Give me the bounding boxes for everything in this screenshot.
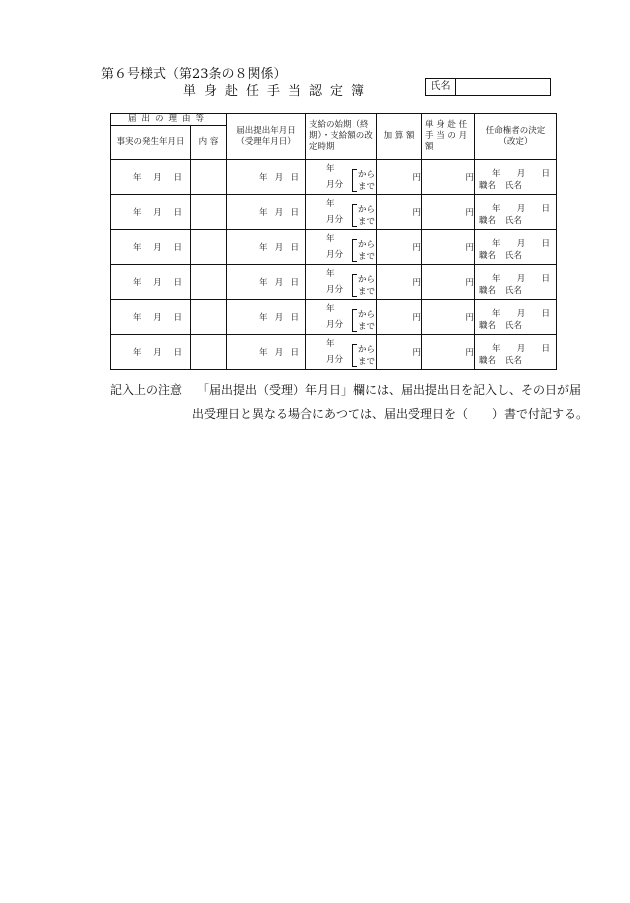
year-label: 年 xyxy=(259,208,268,218)
certification-ledger-table xyxy=(110,113,557,370)
year-label: 年 xyxy=(259,348,268,358)
day-label: 日 xyxy=(173,278,182,288)
yen-label: 円 xyxy=(465,348,475,358)
day-label: 日 xyxy=(173,348,182,358)
payment-start-cell[interactable] xyxy=(306,335,377,370)
day-label: 日 xyxy=(290,208,299,218)
decision-cell[interactable] xyxy=(475,195,557,230)
month-label: 月 xyxy=(274,278,284,288)
occurrence-date-cell[interactable] xyxy=(111,230,191,265)
payment-start-cell[interactable] xyxy=(306,265,377,300)
note-text-1: 「届出提出（受理）年月日」欄には、届出提出日を記入し、その日が届 xyxy=(197,383,582,397)
monthly-amount-cell[interactable] xyxy=(422,195,475,230)
year-label: 年 xyxy=(133,313,142,323)
table-row xyxy=(111,230,557,265)
submission-date-cell[interactable] xyxy=(227,230,306,265)
table-row xyxy=(111,195,557,230)
addition-amount-cell[interactable] xyxy=(377,335,422,370)
month-label: 月 xyxy=(153,348,162,358)
year-label: 年 xyxy=(259,278,268,288)
header-monthly-amount: 単 身 赴 任 手 当 の 月 額 xyxy=(422,114,475,160)
addition-amount-cell[interactable] xyxy=(377,160,422,195)
monthly-amount-cell[interactable] xyxy=(422,335,475,370)
month-suffix-label: 月分 xyxy=(326,355,344,365)
year-label: 年 xyxy=(492,274,501,284)
day-label: 日 xyxy=(541,239,550,249)
year-label: 年 xyxy=(326,339,335,349)
bracket-icon xyxy=(352,204,357,227)
payment-start-cell[interactable] xyxy=(306,230,377,265)
day-label: 日 xyxy=(541,204,550,214)
occurrence-date-cell[interactable] xyxy=(111,195,191,230)
year-label: 年 xyxy=(492,169,501,179)
month-label: 月 xyxy=(153,313,162,323)
position-label: 職名 xyxy=(479,216,497,226)
table-row xyxy=(111,300,557,335)
month-label: 月 xyxy=(516,274,526,284)
year-label: 年 xyxy=(259,173,268,183)
name-label: 氏名 xyxy=(505,286,523,296)
yen-label: 円 xyxy=(465,208,475,218)
header-occurrence-date: 事実の発生年月日 xyxy=(111,126,191,160)
form-number: 第６号様式（第23条の８関係） xyxy=(101,67,287,82)
month-label: 月 xyxy=(516,344,526,354)
yen-label: 円 xyxy=(465,243,475,253)
month-label: 月 xyxy=(274,313,284,323)
day-label: 日 xyxy=(290,278,299,288)
occurrence-date-cell[interactable] xyxy=(111,160,191,195)
occurrence-date-cell[interactable] xyxy=(111,300,191,335)
year-label: 年 xyxy=(326,234,335,244)
note-heading: 記入上の注意 xyxy=(110,383,183,397)
header-content: 内 容 xyxy=(191,126,227,160)
year-label: 年 xyxy=(326,304,335,314)
bracket-icon xyxy=(352,239,357,262)
yen-label: 円 xyxy=(465,173,475,183)
until-label: まで xyxy=(358,252,376,262)
day-label: 日 xyxy=(173,313,182,323)
header-addition-amount: 加 算 額 xyxy=(377,114,422,160)
decision-cell[interactable] xyxy=(475,335,557,370)
month-label: 月 xyxy=(516,169,526,179)
name-label: 氏名 xyxy=(426,79,456,95)
until-label: まで xyxy=(358,217,376,227)
year-label: 年 xyxy=(133,208,142,218)
content-cell[interactable] xyxy=(191,265,227,300)
year-label: 年 xyxy=(259,313,268,323)
from-label: から xyxy=(358,310,376,320)
until-label: まで xyxy=(358,357,376,367)
bracket-icon xyxy=(352,274,357,297)
month-label: 月 xyxy=(153,173,162,183)
submission-date-cell[interactable] xyxy=(227,300,306,335)
monthly-amount-cell[interactable] xyxy=(422,160,475,195)
year-label: 年 xyxy=(492,204,501,214)
table-row xyxy=(111,265,557,300)
payment-start-cell[interactable] xyxy=(306,195,377,230)
day-label: 日 xyxy=(541,169,550,179)
yen-label: 円 xyxy=(412,243,422,253)
day-label: 日 xyxy=(290,348,299,358)
submission-date-cell[interactable] xyxy=(227,195,306,230)
name-label: 氏名 xyxy=(505,356,523,366)
payment-start-cell[interactable] xyxy=(306,160,377,195)
submission-date-cell[interactable] xyxy=(227,160,306,195)
header-submission-date: 届出提出年月日 （受理年月日） xyxy=(227,114,306,160)
name-label: 氏名 xyxy=(505,321,523,331)
year-label: 年 xyxy=(326,269,335,279)
monthly-amount-cell[interactable] xyxy=(422,230,475,265)
from-label: から xyxy=(358,170,376,180)
table-row xyxy=(111,335,557,370)
position-label: 職名 xyxy=(479,181,497,191)
payment-start-cell[interactable] xyxy=(306,300,377,335)
month-suffix-label: 月分 xyxy=(326,285,344,295)
day-label: 日 xyxy=(290,313,299,323)
addition-amount-cell[interactable] xyxy=(377,300,422,335)
occurrence-date-cell[interactable] xyxy=(111,335,191,370)
submission-date-cell[interactable] xyxy=(227,335,306,370)
year-label: 年 xyxy=(492,239,501,249)
bracket-icon xyxy=(352,169,357,192)
header-notification-reason: 届出の理由等 xyxy=(111,114,227,126)
monthly-amount-cell[interactable] xyxy=(422,300,475,335)
day-label: 日 xyxy=(173,173,182,183)
month-suffix-label: 月分 xyxy=(326,250,344,260)
form-title: 単身赴任手当認定簿 xyxy=(183,84,373,99)
position-label: 職名 xyxy=(479,286,497,296)
decision-cell[interactable] xyxy=(475,160,557,195)
content-cell[interactable] xyxy=(191,230,227,265)
month-label: 月 xyxy=(274,208,284,218)
year-label: 年 xyxy=(326,199,335,209)
month-label: 月 xyxy=(153,243,162,253)
bracket-icon xyxy=(352,344,357,367)
name-label: 氏名 xyxy=(505,181,523,191)
month-suffix-label: 月分 xyxy=(326,180,344,190)
day-label: 日 xyxy=(541,274,550,284)
month-suffix-label: 月分 xyxy=(326,215,344,225)
content-cell[interactable] xyxy=(191,300,227,335)
table-row xyxy=(111,160,557,195)
ledger-body xyxy=(111,160,557,370)
content-cell[interactable] xyxy=(191,195,227,230)
month-label: 月 xyxy=(153,278,162,288)
until-label: まで xyxy=(358,287,376,297)
decision-cell[interactable] xyxy=(475,265,557,300)
year-label: 年 xyxy=(326,164,335,174)
year-label: 年 xyxy=(133,348,142,358)
note-line-2: 出受理日と異なる場合にあつては、届出受理日を（ ）書で付記する。 xyxy=(192,407,589,421)
yen-label: 円 xyxy=(412,313,422,323)
bracket-icon xyxy=(352,309,357,332)
addition-amount-cell[interactable] xyxy=(377,265,422,300)
month-label: 月 xyxy=(153,208,162,218)
from-label: から xyxy=(358,240,376,250)
year-label: 年 xyxy=(133,278,142,288)
year-label: 年 xyxy=(492,344,501,354)
name-label: 氏名 xyxy=(505,216,523,226)
month-suffix-label: 月分 xyxy=(326,320,344,330)
day-label: 日 xyxy=(541,309,550,319)
name-label: 氏名 xyxy=(505,251,523,261)
until-label: まで xyxy=(358,182,376,192)
until-label: まで xyxy=(358,322,376,332)
year-label: 年 xyxy=(133,173,142,183)
yen-label: 円 xyxy=(412,348,422,358)
decision-cell[interactable] xyxy=(475,300,557,335)
addition-amount-cell[interactable] xyxy=(377,230,422,265)
from-label: から xyxy=(358,275,376,285)
day-label: 日 xyxy=(290,243,299,253)
day-label: 日 xyxy=(173,243,182,253)
header-payment-start: 支給の始期（終期）・支給額の改定時期 xyxy=(306,114,377,160)
position-label: 職名 xyxy=(479,356,497,366)
position-label: 職名 xyxy=(479,321,497,331)
from-label: から xyxy=(358,345,376,355)
addition-amount-cell[interactable] xyxy=(377,195,422,230)
yen-label: 円 xyxy=(465,278,475,288)
occurrence-date-cell[interactable] xyxy=(111,265,191,300)
month-label: 月 xyxy=(516,204,526,214)
content-cell[interactable] xyxy=(191,335,227,370)
month-label: 月 xyxy=(274,348,284,358)
yen-label: 円 xyxy=(465,313,475,323)
month-label: 月 xyxy=(274,173,284,183)
month-label: 月 xyxy=(516,309,526,319)
day-label: 日 xyxy=(541,344,550,354)
yen-label: 円 xyxy=(412,278,422,288)
submission-date-cell[interactable] xyxy=(227,265,306,300)
year-label: 年 xyxy=(259,243,268,253)
day-label: 日 xyxy=(173,208,182,218)
name-box[interactable] xyxy=(425,78,551,96)
year-label: 年 xyxy=(133,243,142,253)
header-decision: 任命権者の決定 （改定） xyxy=(475,114,557,160)
month-label: 月 xyxy=(274,243,284,253)
month-label: 月 xyxy=(516,239,526,249)
monthly-amount-cell[interactable] xyxy=(422,265,475,300)
yen-label: 円 xyxy=(412,208,422,218)
decision-cell[interactable] xyxy=(475,230,557,265)
content-cell[interactable] xyxy=(191,160,227,195)
from-label: から xyxy=(358,205,376,215)
day-label: 日 xyxy=(290,173,299,183)
yen-label: 円 xyxy=(412,173,422,183)
note-line-1 xyxy=(110,381,581,398)
year-label: 年 xyxy=(492,309,501,319)
position-label: 職名 xyxy=(479,251,497,261)
